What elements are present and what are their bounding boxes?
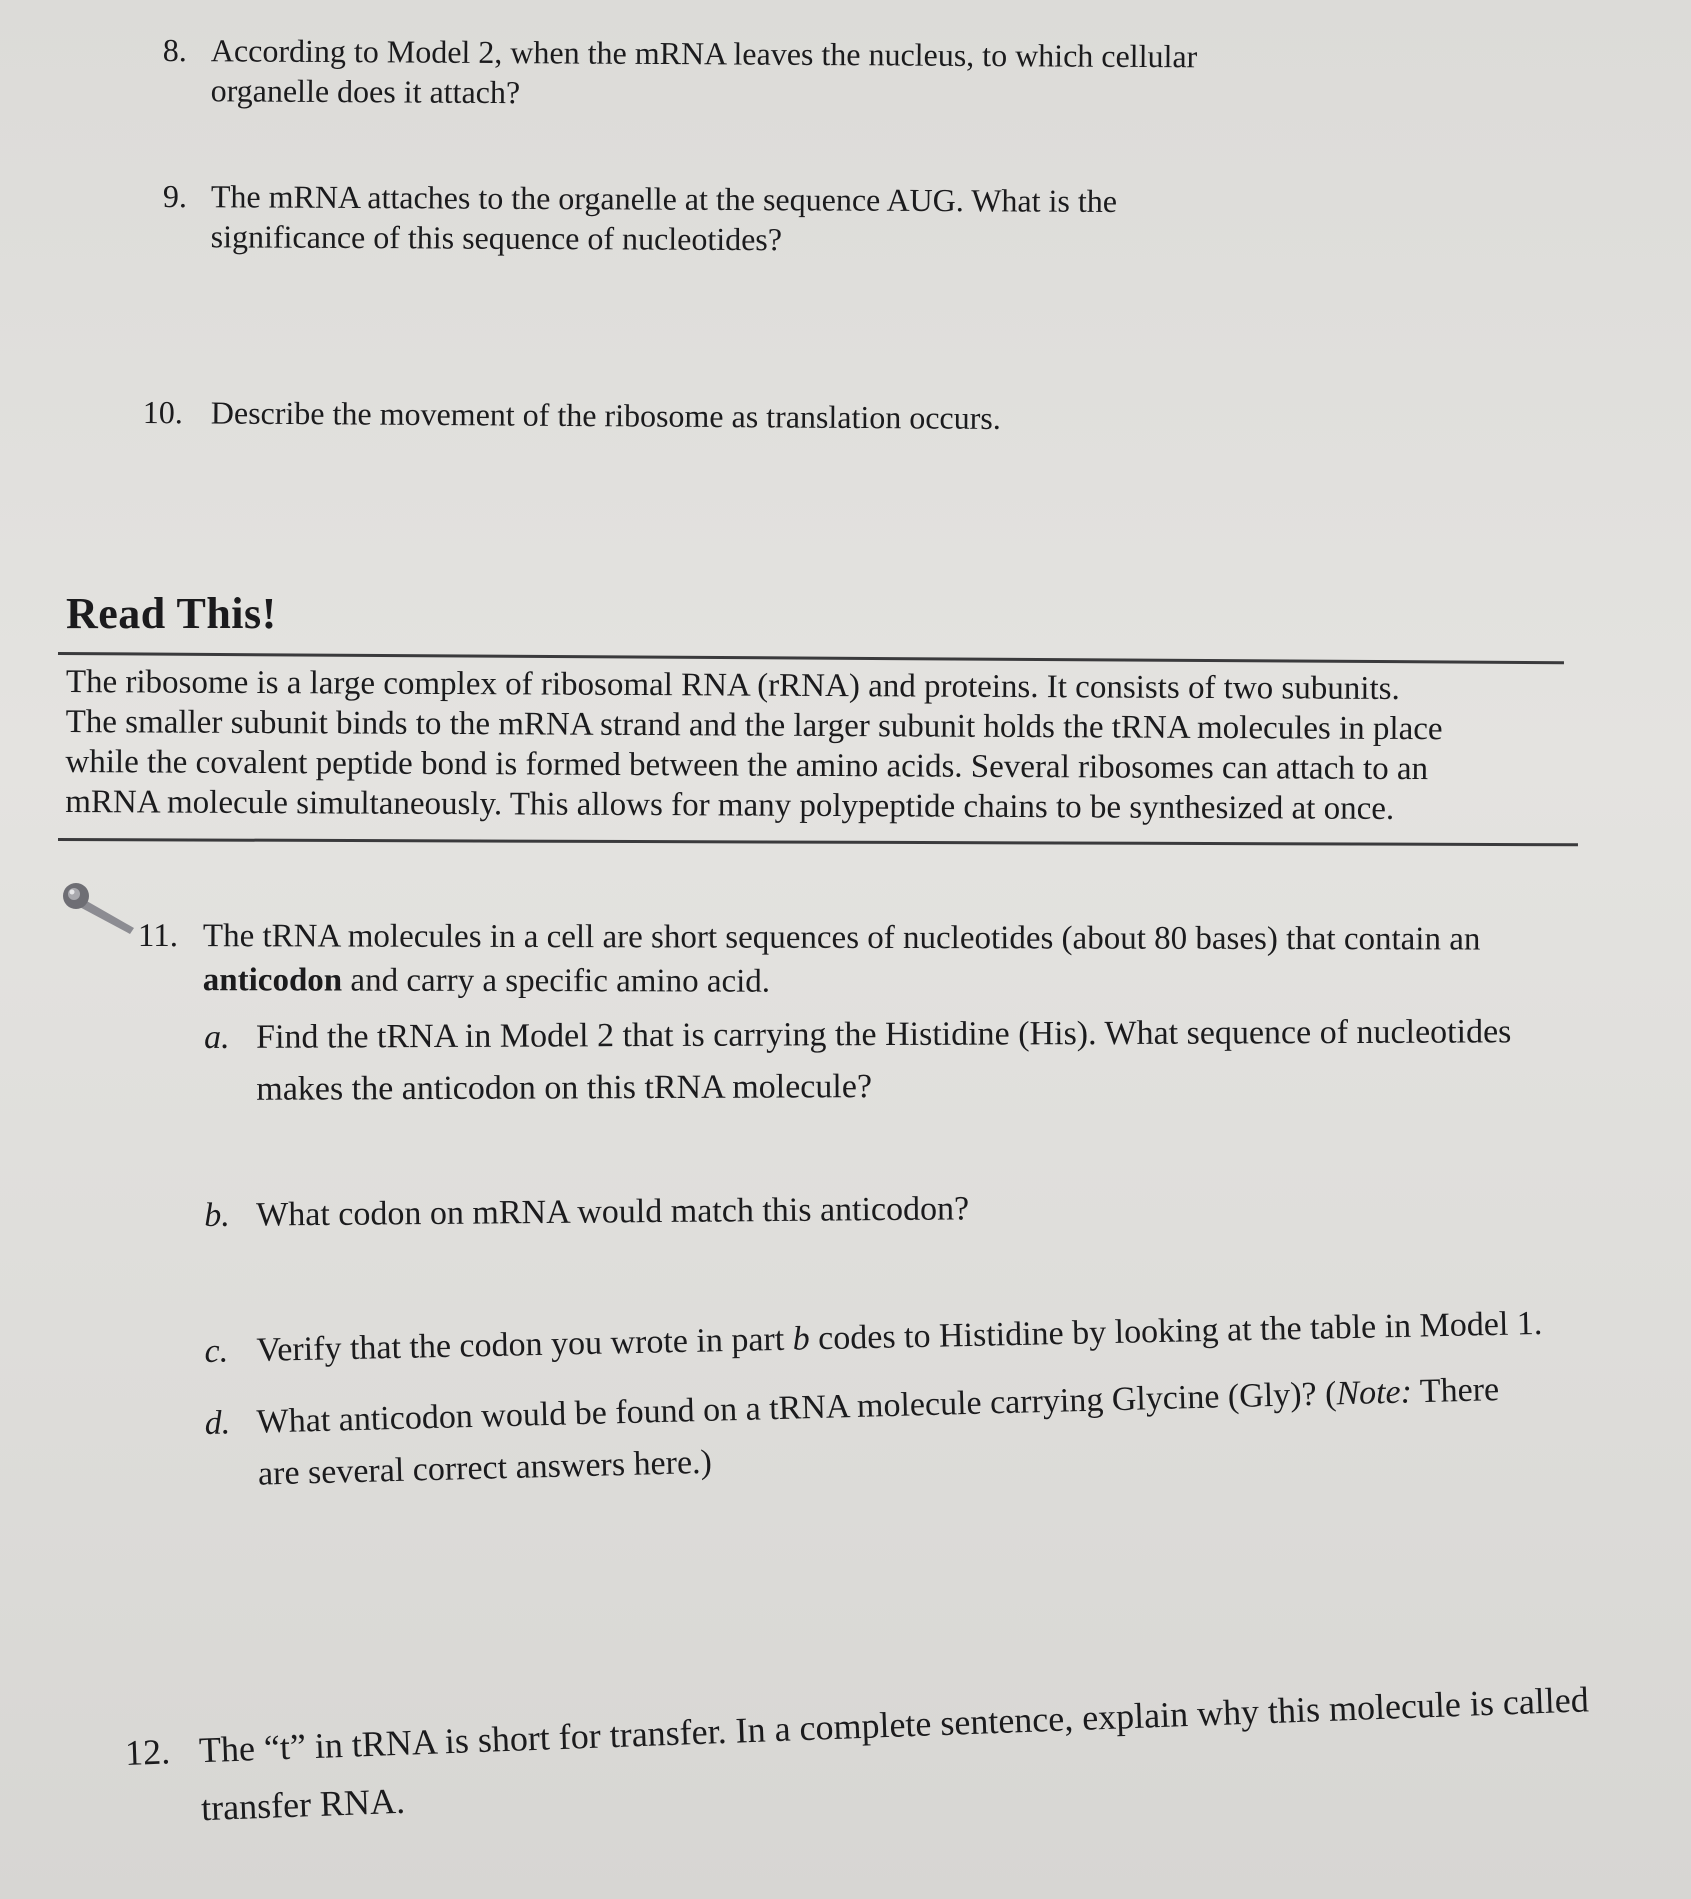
question-9-number: 9. bbox=[162, 177, 187, 215]
question-12-line-1: The “t” in tRNA is short for transfer. In a complete sentence, explain why this molecule is called bbox=[198, 1679, 1590, 1771]
question-11c-before: Verify that the codon you wrote in part bbox=[256, 1320, 794, 1369]
question-11c-after: codes to Histidine by looking at the table in Model 1. bbox=[809, 1304, 1543, 1358]
anticodon-term: anticodon bbox=[202, 962, 343, 999]
question-8-text: According to Model 2, when the mRNA leaves the nucleus, to which cellular organelle does it attach? bbox=[210, 32, 1198, 111]
read-this-line-3: while the covalent peptide bond is formed between the amino acids. Several ribosomes can attach to an bbox=[65, 743, 1429, 788]
question-10 bbox=[143, 392, 1343, 440]
read-this-heading: Read This! bbox=[66, 589, 277, 638]
question-12 bbox=[124, 1668, 1647, 1840]
question-11c-part-ref: b bbox=[792, 1320, 811, 1358]
read-this-line-4: mRNA molecule simultaneously. This allows for many polypeptide chains to be synthesized at once. bbox=[65, 783, 1395, 827]
question-11-line-2-rest: and carry a specific amino acid. bbox=[342, 962, 771, 1000]
question-12-number: 12. bbox=[124, 1731, 171, 1773]
question-11-number: 11. bbox=[137, 918, 179, 955]
question-9 bbox=[163, 176, 1503, 263]
question-11b-letter: b. bbox=[204, 1196, 230, 1234]
question-9-text: The mRNA attaches to the organelle at the sequence AUG. What is the significance of this sequence of nucleotides? bbox=[210, 178, 1118, 258]
question-11b bbox=[204, 1180, 1404, 1242]
question-11-line-1: The tRNA molecules in a cell are short sequences of nucleotides (about 80 bases) that contain an bbox=[202, 918, 1481, 958]
question-11b-text: What codon on mRNA would match this anticodon? bbox=[256, 1190, 970, 1234]
question-11a-line-1: Find the tRNA in Model 2 that is carrying the Histidine (His). What sequence of nucleotides bbox=[256, 1013, 1512, 1056]
question-11-line-2 bbox=[138, 958, 1598, 1006]
read-this-bottom-rule bbox=[58, 838, 1578, 846]
read-this-line-2: The smaller subunit binds to the mRNA strand and the larger subunit holds the tRNA molecules in place bbox=[65, 703, 1443, 748]
question-11a bbox=[204, 1006, 1624, 1116]
question-11d-line-2: are several correct answers here.) bbox=[257, 1443, 713, 1493]
question-11a-letter: a. bbox=[204, 1018, 230, 1056]
question-11d bbox=[204, 1360, 1666, 1502]
magnifying-glass-icon bbox=[60, 882, 140, 942]
question-11 bbox=[138, 914, 1598, 1006]
question-11a-line-2: makes the anticodon on this tRNA molecule? bbox=[256, 1068, 873, 1108]
question-11c-letter: c. bbox=[204, 1332, 229, 1370]
question-12-line-2: transfer RNA. bbox=[200, 1780, 406, 1829]
question-11d-after: There bbox=[1411, 1371, 1500, 1411]
question-11d-letter: d. bbox=[204, 1404, 231, 1442]
question-8-number: 8. bbox=[162, 31, 187, 69]
question-11d-note-label: Note: bbox=[1335, 1373, 1413, 1413]
question-11d-before: What anticodon would be found on a tRNA molecule carrying Glycine (Gly)? ( bbox=[256, 1375, 1337, 1441]
read-this-line-1: The ribosome is a large complex of ribosomal RNA (rRNA) and proteins. It consists of two subunits. bbox=[65, 664, 1400, 707]
question-10-text: Describe the movement of the ribosome as translation occurs. bbox=[210, 394, 1001, 436]
question-8 bbox=[163, 30, 1503, 118]
question-10-number: 10. bbox=[142, 393, 183, 431]
read-this-body bbox=[65, 662, 1566, 830]
